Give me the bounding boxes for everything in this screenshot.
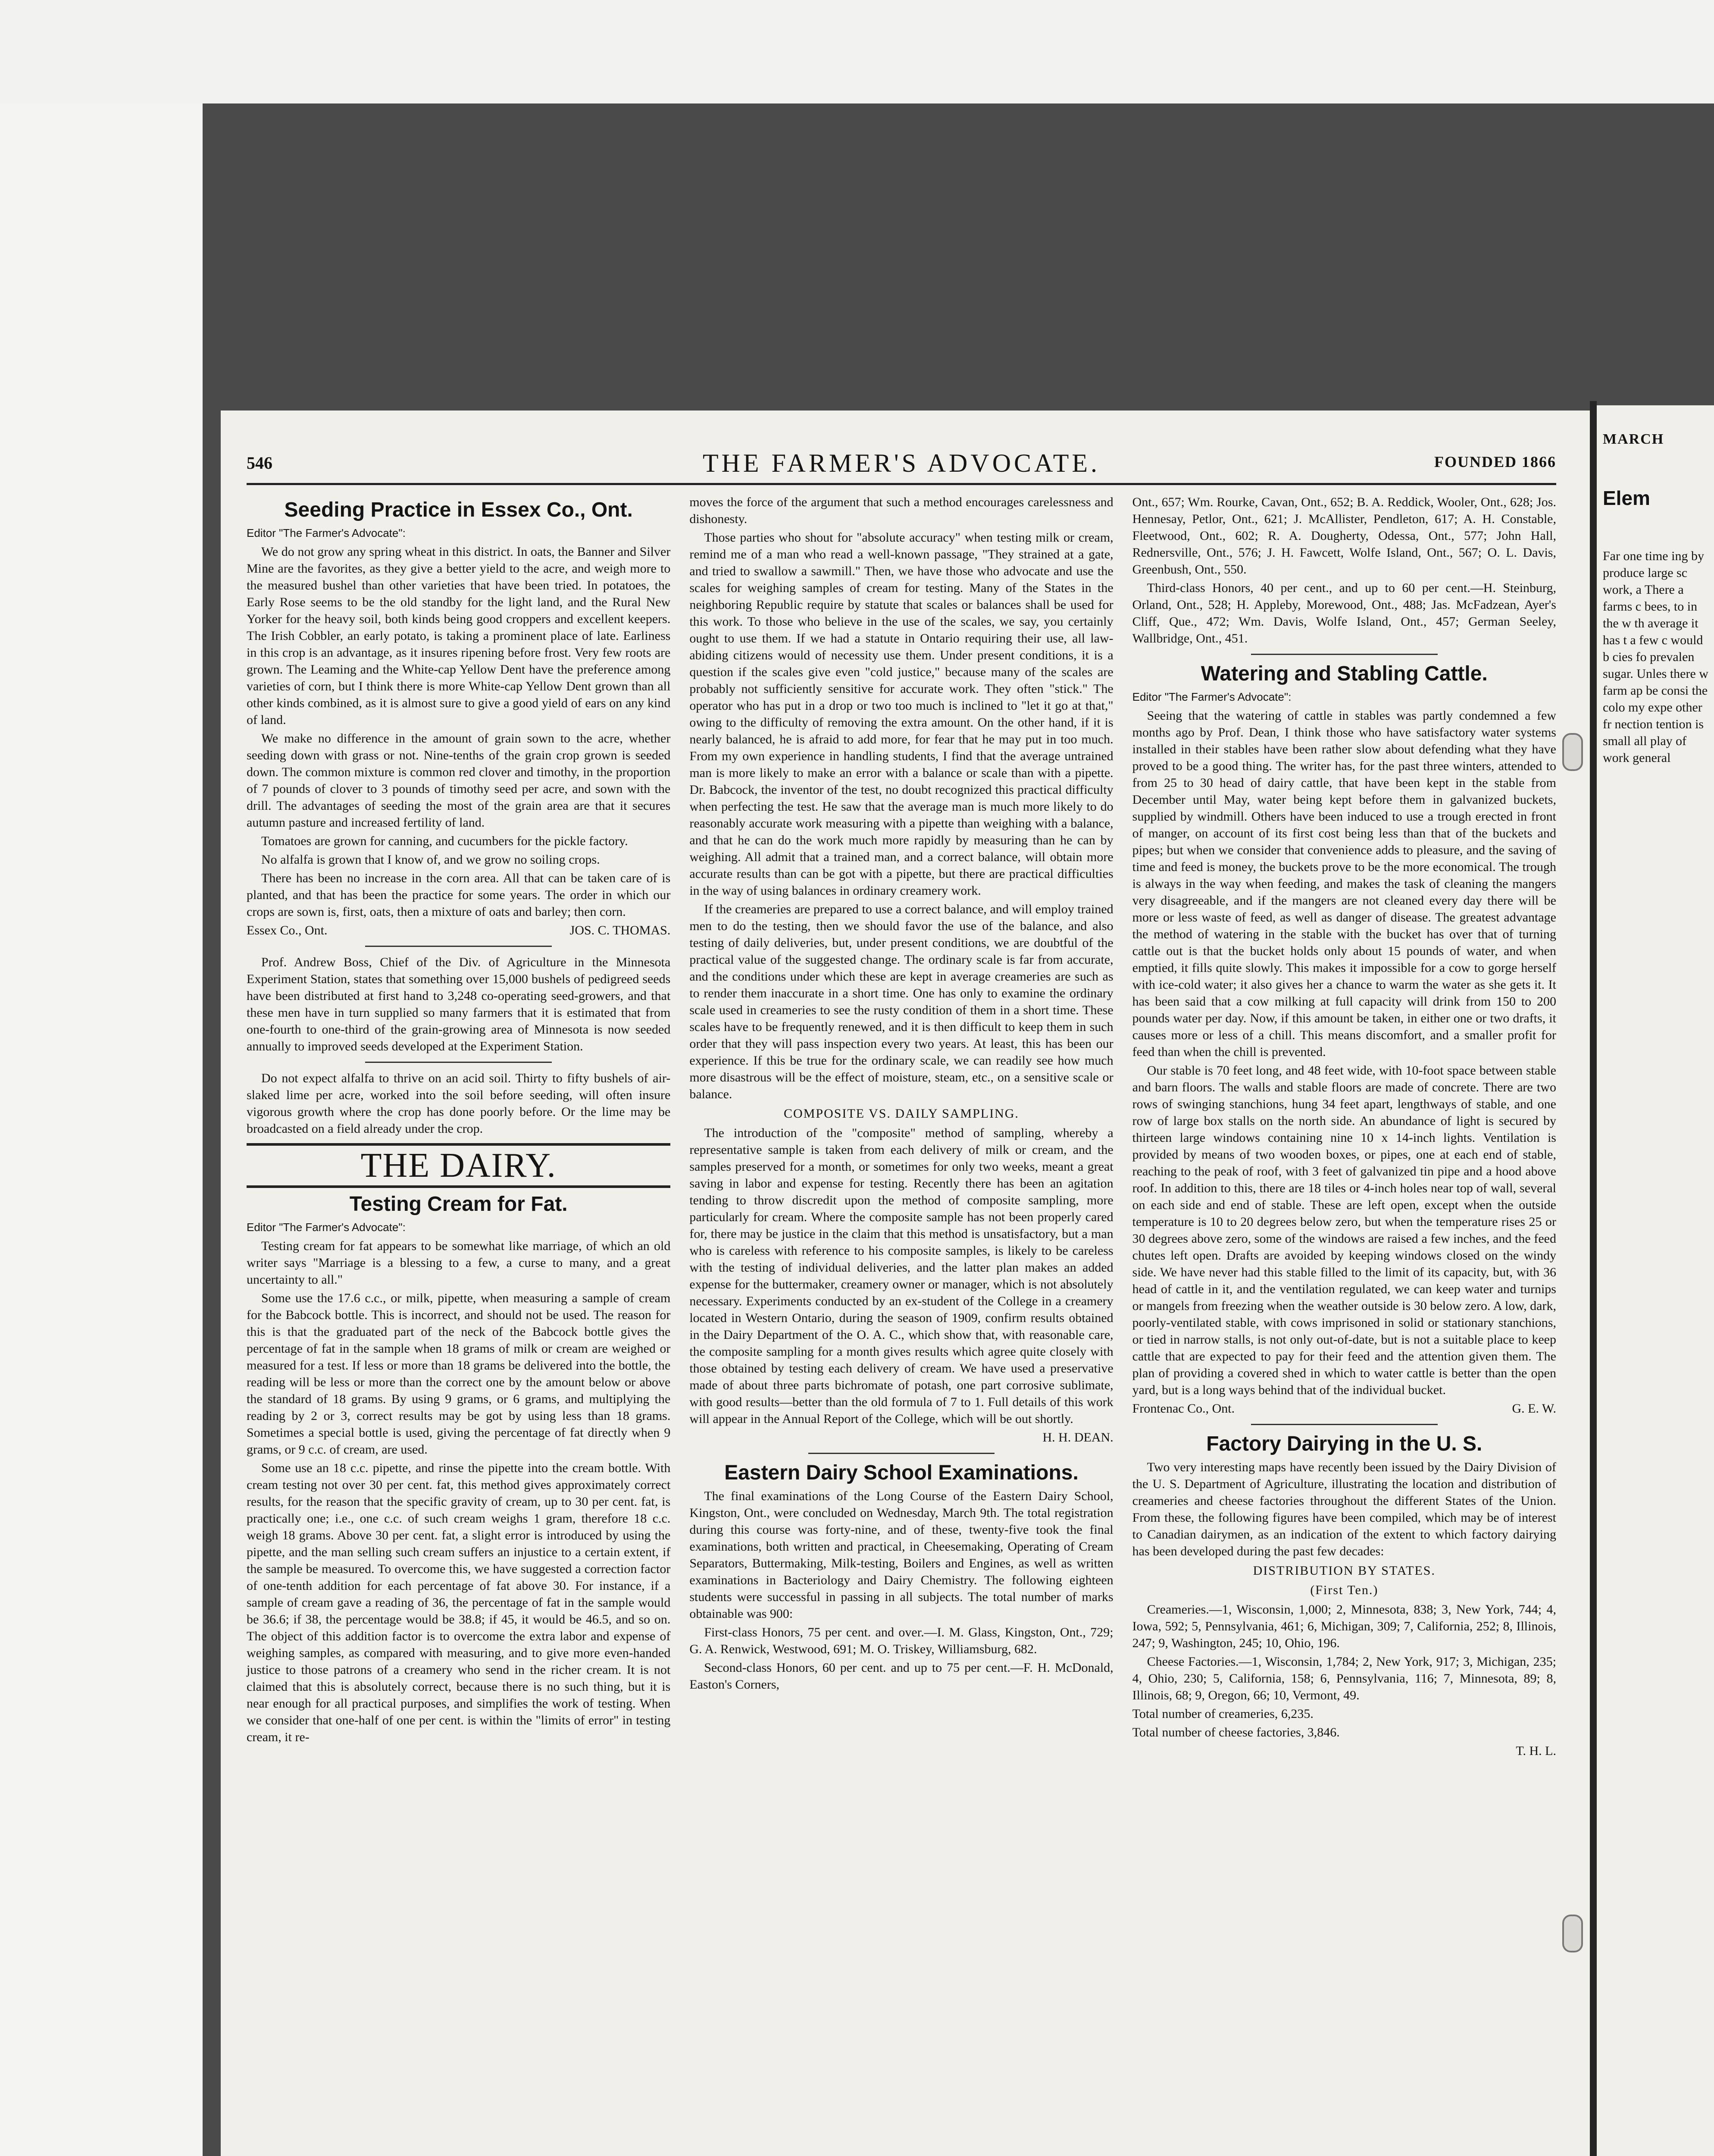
founded-note: FOUNDED 1866: [1434, 453, 1556, 470]
subheading: (First Ten.): [1310, 1583, 1379, 1597]
signature-place: Frontenac Co., Ont.: [1132, 1401, 1235, 1416]
paragraph: Ont., 657; Wm. Rourke, Cavan, Ont., 652; B. A. Reddick, Wooler, Ont., 628; Jos. Hennesay, Petlor, Ont., 621; J. McAllister, Pendleton, 617; A. H. Constable, Fleetwood, Ont., 602; R. A. Dougherty, Odessa, Ont., 577; John Hall, Rednersville, Ont., 576; J. H. Fawcett, Wolfe Island, Ont., 567; O. L. Davis, Greenbush, Ont., 550.: [1132, 495, 1556, 577]
binding-ring: [1562, 733, 1583, 771]
paragraph: No alfalfa is grown that I know of, and we grow no soiling crops.: [261, 852, 600, 867]
signature-line: [247, 922, 670, 939]
subheading: COMPOSITE VS. DAILY SAMPLING.: [784, 1106, 1019, 1121]
editor-line: Editor "The Farmer's Advocate":: [1132, 690, 1292, 703]
paragraph: Two very interesting maps have recently been issued by the Dairy Division of the U. S. Department of Agriculture, illustrating the location and distribution of creameries and cheese factories throughout the different States of the Union. From these, the following figures have been compiled, which may be of interest to Canadian dairymen, as an indication of the extent to which factory dairying has been developed during the past few decades:: [1132, 1460, 1556, 1558]
paragraph: Total number of creameries, 6,235.: [1132, 1707, 1314, 1721]
divider: [365, 1062, 552, 1063]
paragraph: Second-class Honors, 60 per cent. and up to 75 per cent.—F. H. McDonald, Easton's Corners,: [689, 1661, 1113, 1692]
paragraph: First-class Honors, 75 per cent. and over.—I. M. Glass, Kingston, Ont., 729; G. A. Renwick, Westwood, 691; M. O. Triskey, Williamsburg, 682.: [689, 1625, 1113, 1656]
page-gutter: [1590, 401, 1597, 2156]
paragraph: The introduction of the "composite" method of sampling, whereby a representative sample is taken from each delivery of milk or cream, and the samples preserved for a month, or sometimes for only two weeks, meant a great saving in labor and expense for testing. Recently there has been an agitation tending to throw discredit upon the method of composite sampling, more particularly for cream. Where the composite sample has not been properly cared for, there may be justice in the claim that this method is unsatisfactory, but a man who is careless with reference to his composite samples, is likely to be careless with the testing of individual deliveries, and the latter plan makes an added expense for the buttermaker, creamery owner or manager, which is not absolutely necessary. Experiments conducted by an ex-student of the College in a creamery located in Western Ontario, during the season of 1909, confirm results obtained in the Dairy Department of the O. A. C., which show that, with reasonable care, the composite sampling for a month gives results which agree quite closely with those obtained by testing each delivery of cream. We have used a preservative made of about three parts bichromate of potash, one part corrosive sublimate, with good results—better than the old formula of 7 to 1. Full details of this work will appear in the Annual Report of the College, which will be out shortly.: [689, 1126, 1113, 1426]
running-head: [247, 449, 1556, 485]
signature-author: H. H. DEAN.: [1042, 1430, 1113, 1445]
paragraph: Third-class Honors, 40 per cent., and up to 60 per cent.—H. Steinburg, Orland, Ont., 528; H. Appleby, Morewood, Ont., 488; Jas. McFadzean, Ayer's Cliff, Que., 472; Wm. Davis, Wolfe Island, Ont., 457; German Seeley, Wallbridge, Ont., 451.: [1132, 581, 1556, 646]
paragraph: Our stable is 70 feet long, and 48 feet wide, with 10-foot space between stable and barn floors. The walls and stable floors are made of concrete. There are two rows of swinging stanchions, hung 34 feet apart, lengthways of stable, and one row of large box stalls on the north side. An abundance of light is secured by thirteen large windows containing nine 10 x 14-inch lights. Ventilation is provided by means of two wooden boxes, or pipes, one at each end of stable, reaching to the peak of roof, with 3 feet of galvanized tin pipe and a hood above roof. In addition to this, there are 18 tiles or 4-inch holes near top of wall, several on each side and end of stable. These are left open, except when the outside temperature is 10 to 20 degrees below zero, but when the temperature rises 25 or 30 degrees above zero, some of the windows are raised a few inches, and the feed chutes left open. Drafts are avoided by keeping windows closed on the windy side. We have never had this stable filled to the limit of its capacity, but, with 36 head of cattle in it, and the ventilation regulated, we can keep water and turnips or mangels from freezing when the weather outside is 30 below zero. A low, dark, poorly-ventilated stable, with cows imprisoned in solid or stationary stanchions, or tied in narrow stalls, is not only out-of-date, but is not a suitable place to keep cattle that are expected to pay for their feed and the attention given them. The plan of providing a covered shed in which to water cattle is better than the open yard, but is a long ways behind that of the individual bucket.: [1132, 1063, 1556, 1397]
editor-line: Editor "The Farmer's Advocate":: [247, 526, 406, 539]
paragraph: Do not expect alfalfa to thrive on an acid soil. Thirty to fifty bushels of air-slaked lime per acre, worked into the soil before seeding, will often insure vigorous growth where the crop has done poorly before. Or the lime may be broadcasted on a field already under the crop.: [247, 1071, 671, 1136]
paragraph: Seeing that the watering of cattle in stables was partly condemned a few months ago by Prof. Dean, I think those who have satisfactory water systems installed in their stables have been rather slow about defending what they have proved to be a good thing. The writer has, for the past three winters, attended to from 25 to 30 head of dairy cattle, that have been kept in the stable from December until May, water being kept before them in galvanized buckets, supplied by windmill. Others have been induced to use a trough erected in front of manger, on account of its first cost being less than that of the buckets and pipes; but when we consider that convenience adds to pleasure, and the saving of time and feed is money, the buckets prove to be the more economical. The trough is always in the way when feeding, and makes the task of cleaning the mangers very disagreeable, and if the mangers are not cleaned every day there will be more or less waste of feed, as well as danger of disease. The greatest advantage the method of watering in the stable with the bucket has over that of turning cattle out is that the bucket holds only about 15 pounds of water, and when emptied, it fills quite slowly. This makes it impossible for a cow to gorge herself with ice-cold water; it also gives her a chance to warm the water as she gets it. It has been said that a cow milking at full capacity will drink from 150 to 200 pounds water per day. Now, if this amount be taken, in either one or two drafts, it causes more or less of a chill. This means discomfort, and a smaller profit for feed than when the chill is prevented.: [1132, 708, 1556, 1059]
masthead-title: THE FARMER'S ADVOCATE.: [702, 449, 1101, 477]
scan-margin-top: [0, 0, 1714, 103]
adjacent-page-text: Far one time ing by produce large sc work, a There a farms c bees, to in the w th average it has t a few c would b cies fo prevalen sugar. Unles there w farm ap be consi the colo my expe other fr nection tention is small all play of work general: [1603, 549, 1708, 765]
scan-margin-left: [0, 0, 203, 2156]
section-heading-dairy: THE DAIRY.: [247, 1143, 670, 1188]
divider: [808, 1453, 995, 1454]
paragraph: The final examinations of the Long Course of the Eastern Dairy School, Kingston, Ont., were concluded on Wednesday, March 9th. The total registration during this course was forty-nine, and of these, twenty-five took the final examinations, both written and practical, in Cheesemaking, Operating of Cream Separators, Buttermaking, Milk-testing, Boilers and Engines, as well as written examinations in Bacteriology and Dairy Chemistry. The following eighteen students were successful in passing in all subjects. The total number of marks obtainable was 900:: [689, 1489, 1113, 1621]
paragraph: Creameries.—1, Wisconsin, 1,000; 2, Minnesota, 838; 3, New York, 744; 4, Iowa, 592; 5, Pennsylvania, 461; 6, Michigan, 309; 7, California, 252; 8, Illinois, 247; 9, Washington, 245; 10, Ohio, 196.: [1132, 1602, 1556, 1650]
paragraph: There has been no increase in the corn area. All that can be taken care of is planted, and that has been the practice for some years. The order in which our crops are sown is, first, oats, then a mixture of oats and barley; then corn.: [247, 871, 671, 919]
divider: [365, 946, 552, 947]
subheading: DISTRIBUTION BY STATES.: [1253, 1564, 1436, 1578]
signature-author: JOS. C. THOMAS.: [569, 923, 671, 937]
paragraph: Those parties who shout for "absolute accuracy" when testing milk or cream, remind me of a man who read a well-known passage, "They strained at a gate, and tried to swallow a sawmill." Then, we have those who advocate and use the scales for weighing samples of cream for testing. Many of the States in the neighboring Republic require by statute that scales or balances shall be used for this work. To those who believe in the use of the scales, we say, you certainly ought to use them. If we had a statute in Ontario requiring their use, all law-abiding citizens would of necessity use them. Under present conditions, it is a question if the scales give even "cold justice," because many of the scales are probably not sufficiently sensitive for accurate work. They often "stick." The operator who has put in a drop or two too much is inclined to "let it go at that," owing to the difficulty of removing the extra amount. On the other hand, if it is nearly balanced, he is afraid to add more, for fear that he may put in too much. From my own experience in handling students, I find that the average untrained man is more likely to make an error with a balance or scale than with a pipette. Dr. Babcock, the inventor of the test, no doubt recognized this practical difficulty when perfecting the test. He saw that the average man is much more likely to do reasonably accurate work measuring with a pipette than weighing with a balance, and that he can do the work much more rapidly by measuring than he can by weighing. All admit that a trained man, and a correct balance, will obtain more accurate results than can be got with a pipette, but there are practical difficulties in the way of using balances in ordinary creamery work.: [689, 530, 1113, 898]
paragraph: We make no difference in the amount of grain sown to the acre, whether seeding down with grass or not. Nine-tenths of the grain crop grown is seeded down. The common mixture is common red clover and timothy, in the proportion of 7 pounds of clover to 3 pounds of timothy seed per acre, and sown with the drill. The advantages of seeding the most of the grain area are that it secures autumn pasture and increased fertility of land.: [247, 731, 671, 830]
adjacent-page-header: MARCH: [1603, 431, 1664, 447]
column-3: [1132, 494, 1556, 1762]
article-heading-factory-dairying: Factory Dairying in the U. S.: [1206, 1432, 1483, 1455]
signature-author: T. H. L.: [1516, 1744, 1556, 1758]
newspaper-page: [221, 411, 1590, 2156]
paragraph: Tomatoes are grown for canning, and cucumbers for the pickle factory.: [261, 834, 628, 848]
column-1: [247, 494, 670, 1762]
article-heading-eastern-dairy: Eastern Dairy School Examinations.: [724, 1461, 1079, 1484]
signature-line: [689, 1429, 1113, 1446]
paragraph: moves the force of the argument that such a method encourages carelessness and dishonesty.: [689, 495, 1113, 526]
adjacent-page: [1597, 405, 1714, 2156]
article-columns: [247, 494, 1556, 1762]
paragraph: We do not grow any spring wheat in this district. In oats, the Banner and Silver Mine are the favorites, as they give a better yield to the acre, and weigh more to the measured bushel than other varieties that have been tried. In potatoes, the Early Rose seems to be the old standby for the light land, and the Rural New Yorker for the heavy soil, both kinds being good croppers and excellent keepers. The Irish Cobbler, an early potato, is taking a prominent place of late. Earliness in this crop is an advantage, as it insures ripening before frost. Very few roots are grown. The Leaming and the White-cap Yellow Dent have the preference among varieties of corn, but I think there is more White-cap Yellow Dent grown than all other kinds combined, as it is almost sure to give a good yield of ears on any kind of land.: [247, 545, 671, 727]
paragraph: Some use an 18 c.c. pipette, and rinse the pipette into the cream bottle. With cream testing not over 30 per cent. fat, this method gives approximately correct results, for the reason that the specific gravity of cream, up to 30 per cent. fat, is practically one; i.e., one c.c. of such cream weighs 1 gram, therefore 18 c.c. weigh 18 grams. Above 30 per cent. fat, a slight error is introduced by using the pipette, and the man selling such cream suffers an injustice to a certain extent, if the sample be measured. To overcome this, we have suggested a correction factor of one-tenth addition for each percentage of fat above 30. For instance, if a sample of cream gave a reading of 36, the percentage of fat in the sample would be 36.6; if 38, the percentage would be 38.8; if 45, it would be 46.5, and so on. The object of this addition factor is to overcome the extra labor and expense of weighing samples, as compared with measuring, and to give more even-handed justice to those patrons of a creamery who send in the richer cream. It is not claimed that this is absolutely correct, because there is no such thing, but it is near enough for all practical purposes, and simplifies the work of testing. When we consider that one-half of one per cent. is within the "limits of error" in testing cream, it re-: [247, 1461, 671, 1744]
article-heading-seeding: Seeding Practice in Essex Co., Ont.: [284, 498, 633, 521]
paragraph: Testing cream for fat appears to be somewhat like marriage, of which an old writer says "Marriage is a blessing to a few, a curse to many, and a great uncertainty to all.": [247, 1239, 671, 1287]
signature-line: [1132, 1400, 1556, 1417]
article-heading-watering-cattle: Watering and Stabling Cattle.: [1201, 662, 1488, 685]
paragraph: Total number of cheese factories, 3,846.: [1132, 1725, 1340, 1739]
adjacent-page-title: Elem: [1603, 487, 1650, 509]
signature-line: [1132, 1742, 1556, 1759]
signature-author: G. E. W.: [1512, 1401, 1556, 1416]
paragraph: Some use the 17.6 c.c., or milk, pipette, when measuring a sample of cream for the Babcock bottle. This is incorrect, and should not be used. The reason for this is that the graduated part of the neck of the Babcock bottle gives the percentage of fat in the sample when 18 grams of milk or cream are weighed or measured for a test. If less or more than 18 grams be delivered into the bottle, the reading will be less or more than the correct one by the amount below or above the standard of 18 grams. By using 9 grams, or 6 grams, and multiplying the reading by 2 or 3, correct results may be got by using less than 18 grams. Sometimes a special bottle is used, giving the percentage of fat directly when 9 grams, or 9 c.c. of cream, are used.: [247, 1291, 671, 1457]
binding-ring: [1562, 1915, 1583, 1952]
paragraph: Prof. Andrew Boss, Chief of the Div. of Agriculture in the Minnesota Experiment Station, states that something over 15,000 bushels of pedigreed seeds have been distributed at first hand to 3,248 co-operating seed-growers, and that these men have in turn supplied so many farmers that it is estimated that from one-fourth to one-third of the grain-growing area of Minnesota is now seeded annually to improved seeds developed at the Experiment Station.: [247, 955, 671, 1053]
editor-line: Editor "The Farmer's Advocate":: [247, 1221, 406, 1234]
paragraph: Cheese Factories.—1, Wisconsin, 1,784; 2, New York, 917; 3, Michigan, 235; 4, Ohio, 230; 5, California, 158; 6, Pennsylvania, 116; 7, Minnesota, 89; 8, Illinois, 68; 9, Oregon, 66; 10, Vermont, 49.: [1132, 1655, 1556, 1702]
article-heading-testing-cream: Testing Cream for Fat.: [349, 1193, 568, 1216]
divider: [1251, 654, 1438, 655]
divider: [1251, 1424, 1438, 1425]
column-2: [689, 494, 1113, 1762]
page-number: 546: [247, 453, 272, 473]
paragraph: If the creameries are prepared to use a correct balance, and will employ trained men to do the testing, then we should favor the use of the balance, and also testing of daily deliveries, but, under present conditions, we are doubtful of the practical value of the suggested change. The ordinary scale is far from accurate, and the conditions under which these are kept in average creameries are such as to render them inaccurate in a short time. One has only to examine the ordinary scale used in creameries to see the rusty condition of them in a short time. These scales have to be frequently renewed, and it is then difficult to keep them in such order that they will pass inspection every two years. At least, this has been our experience. If this be true for the ordinary scale, we can readily see how much more disastrous will be the effect of moisture, steam, etc., on a sensitive scale or balance.: [689, 902, 1113, 1101]
signature-place: Essex Co., Ont.: [247, 923, 328, 937]
